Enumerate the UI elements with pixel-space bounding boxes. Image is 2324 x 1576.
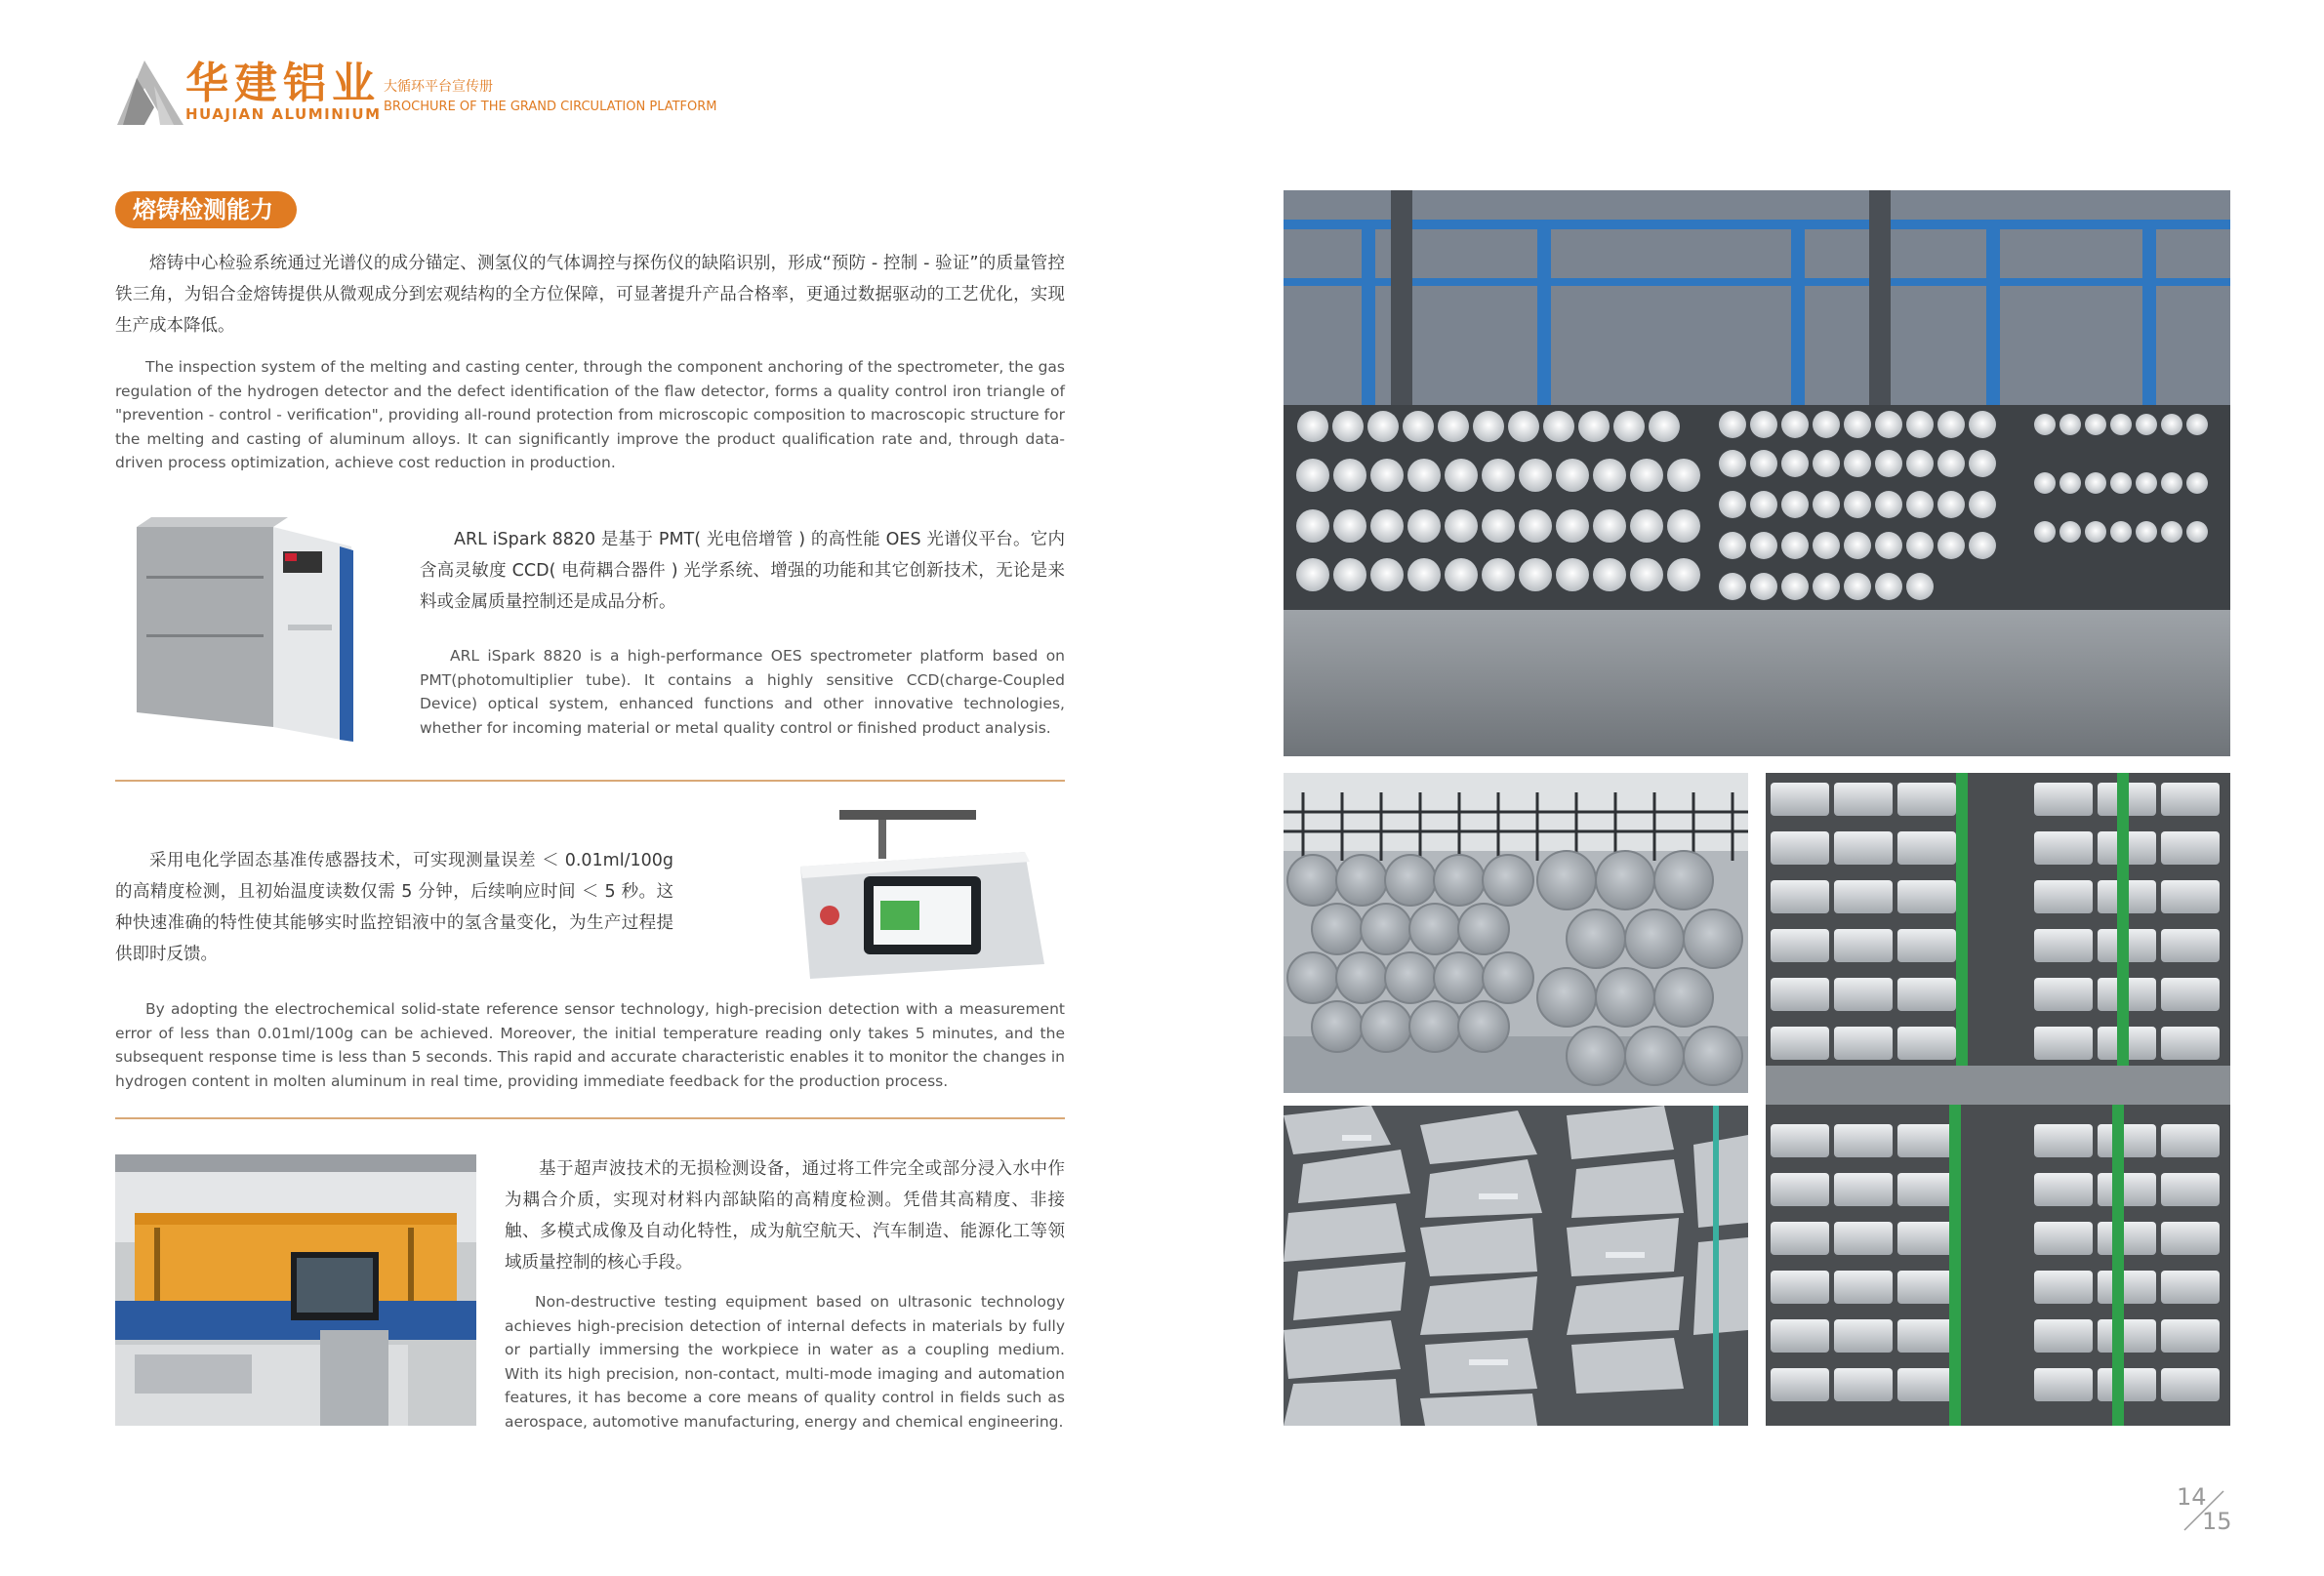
divider-line	[115, 780, 1065, 782]
spectrometer-photo	[127, 517, 361, 742]
brochure-title-en: BROCHURE OF THE GRAND CIRCULATION PLATFORM	[384, 100, 717, 114]
intro-paragraph-en: The inspection system of the melting and casting center, through the component anchoring of the spectrometer, the gas regulation of the hydrogen detector and the defect identification of the flaw detector, forms a quality control iron triangle of "prevention - control - verification", providing all-round protection from microscopic composition to macroscopic structure for the melting and casting of aluminum alloys. It can significantly improve the product qualification rate and, through data-driven process optimization, achieve cost reduction in production.	[115, 358, 1065, 471]
ultrasonic-paragraph-en: Non-destructive testing equipment based on ultrasonic technology achieves high-precision detection of internal defects in materials by fully or partially immersing the workpiece in water as a coupling medium. With its high precision, non-contact, multi-mode imaging and automation features, it has become a core means of quality control in fields such as aerospace, automotive manufacturing, energy and chemical engineering.	[505, 1293, 1065, 1431]
warehouse-aluminum-rods-photo	[1284, 190, 2230, 756]
page-number-right: 15	[2202, 1508, 2232, 1535]
brochure-title-cn: 大循环平台宣传册	[384, 79, 493, 95]
aluminum-logs-outdoor-photo	[1284, 773, 1748, 1093]
aluminum-ingots-strapped-photo	[1766, 773, 2230, 1426]
page-number-left: 14	[2177, 1483, 2207, 1511]
logo-mark-icon	[115, 59, 185, 127]
intro-paragraph-cn: 熔铸中心检验系统通过光谱仪的成分锚定、测氢仪的气体调控与探伤仪的缺陷识别，形成“预防 - 控制 - 验证”的质量管控铁三角，为铝合金熔铸提供从微观成分到宏观结构的全方位保障，可显著提升产品合格率，更通过数据驱动的工艺优化，实现生产成本降低。	[115, 254, 1065, 336]
hydrogen-analyzer-photo	[781, 808, 1054, 984]
logo-text-cn: 华建铝业	[185, 59, 381, 108]
hydrogen-paragraph-en: By adopting the electrochemical solid-state reference sensor technology, high-precision detection with a measurement error of less than 0.01ml/100g can be achieved. Moreover, the initial temperature reading only takes 5 minutes, and the subsequent response time is less than 5 seconds. This rapid and accurate characteristic enables it to monitor the changes in hydrogen content in molten aluminum in real time, providing immediate feedback for the production process.	[115, 1000, 1065, 1090]
logo-text-en: HUAJIAN ALUMINIUM	[185, 105, 382, 123]
aluminum-scrap-stack-photo	[1284, 1106, 1748, 1426]
spectrometer-paragraph-en: ARL iSpark 8820 is a high-performance OES spectrometer platform based on PMT(photomultiplier tube). It contains a highly sensitive CCD(charge-Coupled Device) optical system, enhanced functions and other innovative technologies, whether for incoming material or metal quality control or finished product analysis.	[420, 647, 1065, 737]
divider-line	[115, 1117, 1065, 1119]
spectrometer-paragraph-cn: ARL iSpark 8820 是基于 PMT( 光电倍增管 ) 的高性能 OES 光谱仪平台。它内含高灵敏度 CCD( 电荷耦合器件 ) 光学系统、增强的功能和其它创新技术，无论是来料或金属质量控制还是成品分析。	[420, 530, 1065, 612]
hydrogen-paragraph-cn: 采用电化学固态基准传感器技术，可实现测量误差 ＜ 0.01ml/100g 的高精度检测，且初始温度读数仅需 5 分钟，后续响应时间 ＜ 5 秒。这种快速准确的特性使其能够实时监控铝液中的氢含量变化，为生产过程提供即时反馈。	[115, 851, 673, 964]
ultrasonic-equipment-photo	[115, 1154, 476, 1426]
section-title: 熔铸检测能力	[115, 191, 297, 228]
ultrasonic-paragraph-cn: 基于超声波技术的无损检测设备，通过将工件完全或部分浸入水中作为耦合介质，实现对材料内部缺陷的高精度检测。凭借其高精度、非接触、多模式成像及自动化特性，成为航空航天、汽车制造、能源化工等领域质量控制的核心手段。	[505, 1159, 1065, 1273]
